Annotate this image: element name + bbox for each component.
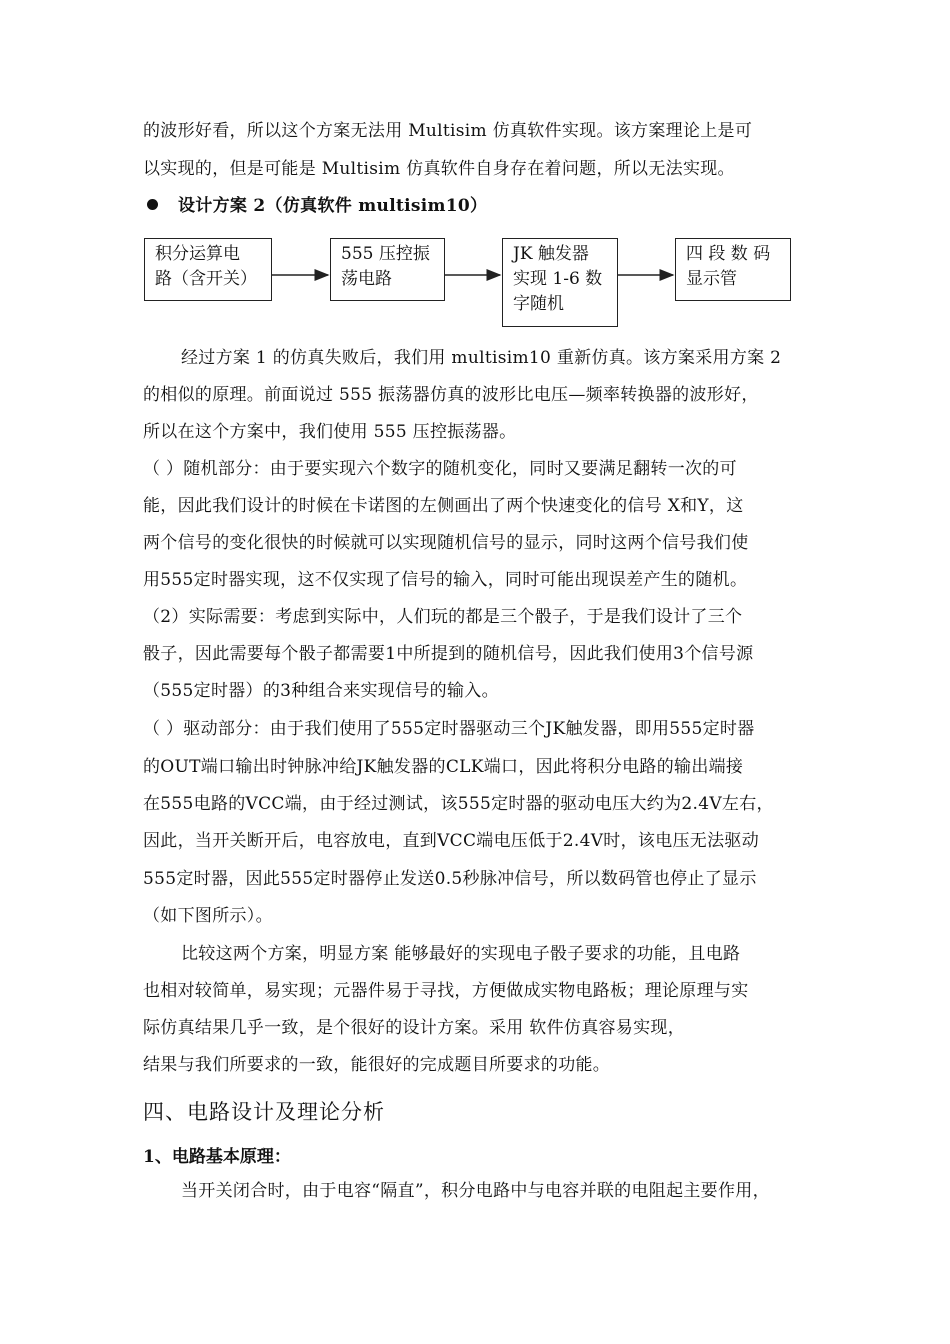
flow-box-555-vco: 555 压控振 荡电路 [330,238,445,301]
text-line: 的相似的原理。前面说过 555 振荡器仿真的波形比电压—频率转换器的波形好， [143,385,759,405]
text-line: 比较这两个方案，明显方案 能够最好的实现电子骰子要求的功能，且电路 [181,944,741,964]
text-line: 经过方案 1 的仿真失败后，我们用 multisim10 重新仿真。该方案采用方案 2 [181,348,782,368]
section-heading: 四、电路设计及理论分析 [143,1100,385,1124]
text-line: 也相对较简单，易实现；元器件易于寻找，方便做成实物电路板；理论原理与实 [143,981,749,1001]
text-line: 因此，当开关断开后，电容放电，直到VCC端电压低于2.4V时，该电压无法驱动 [143,831,760,851]
text-line: 555定时器，因此555定时器停止发送0.5秒脉冲信号，所以数码管也停止了显示 [143,869,757,889]
text-line: 能，因此我们设计的时候在卡诺图的左侧画出了两个快速变化的信号 X和Y，这 [143,496,744,516]
text-line: 的波形好看，所以这个方案无法用 Multisim 仿真软件实现。该方案理论上是可 [143,121,753,141]
flow-box-display: 四 段 数 码 显示管 [675,238,791,301]
text-line: （ ）驱动部分：由于我们使用了555定时器驱动三个JK触发器，即用555定时器 [143,719,755,739]
text-line: （ ）随机部分：由于要实现六个数字的随机变化，同时又要满足翻转一次的可 [143,459,737,479]
flow-box-integrator: 积分运算电 路（含开关） [144,238,272,301]
text-line: 所以在这个方案中，我们使用 555 压控振荡器。 [143,422,517,442]
text-line: （如下图所示）。 [143,906,273,926]
text-line: 的OUT端口输出时钟脉冲给JK触发器的CLK端口，因此将积分电路的输出端接 [143,757,744,777]
text-line: 际仿真结果几乎一致，是个很好的设计方案。采用 软件仿真容易实现， [143,1018,686,1038]
text-line: 在555电路的VCC端，由于经过测试，该555定时器的驱动电压大约为2.4V左右， [143,794,774,814]
text-line: 以实现的，但是可能是 Multisim 仿真软件自身存在着问题，所以无法实现。 [143,159,735,179]
text-line: （2）实际需要：考虑到实际中，人们玩的都是三个骰子，于是我们设计了三个 [143,607,743,627]
bullet-text: 设计方案 2（仿真软件 multisim10） [178,196,488,216]
text-line: 骰子，因此需要每个骰子都需要1中所提到的随机信号，因此我们使用3个信号源 [143,644,754,664]
flow-box-jk-flipflop: JK 触发器 实现 1-6 数 字随机 [502,238,618,327]
text-line: 结果与我们所要求的一致，能很好的完成题目所要求的功能。 [143,1055,611,1075]
text-line: （555定时器）的3种组合来实现信号的输入。 [143,681,499,701]
text-line: 用555定时器实现，这不仅实现了信号的输入，同时可能出现误差产生的随机。 [143,570,748,590]
text-line: 当开关闭合时，由于电容“隔直”，积分电路中与电容并联的电阻起主要作用， [181,1181,770,1201]
subheading: 1、电路基本原理： [143,1147,291,1167]
flow-arrows [0,0,950,340]
text-line: 两个信号的变化很快的时候就可以实现随机信号的显示，同时这两个信号我们使 [143,533,749,553]
